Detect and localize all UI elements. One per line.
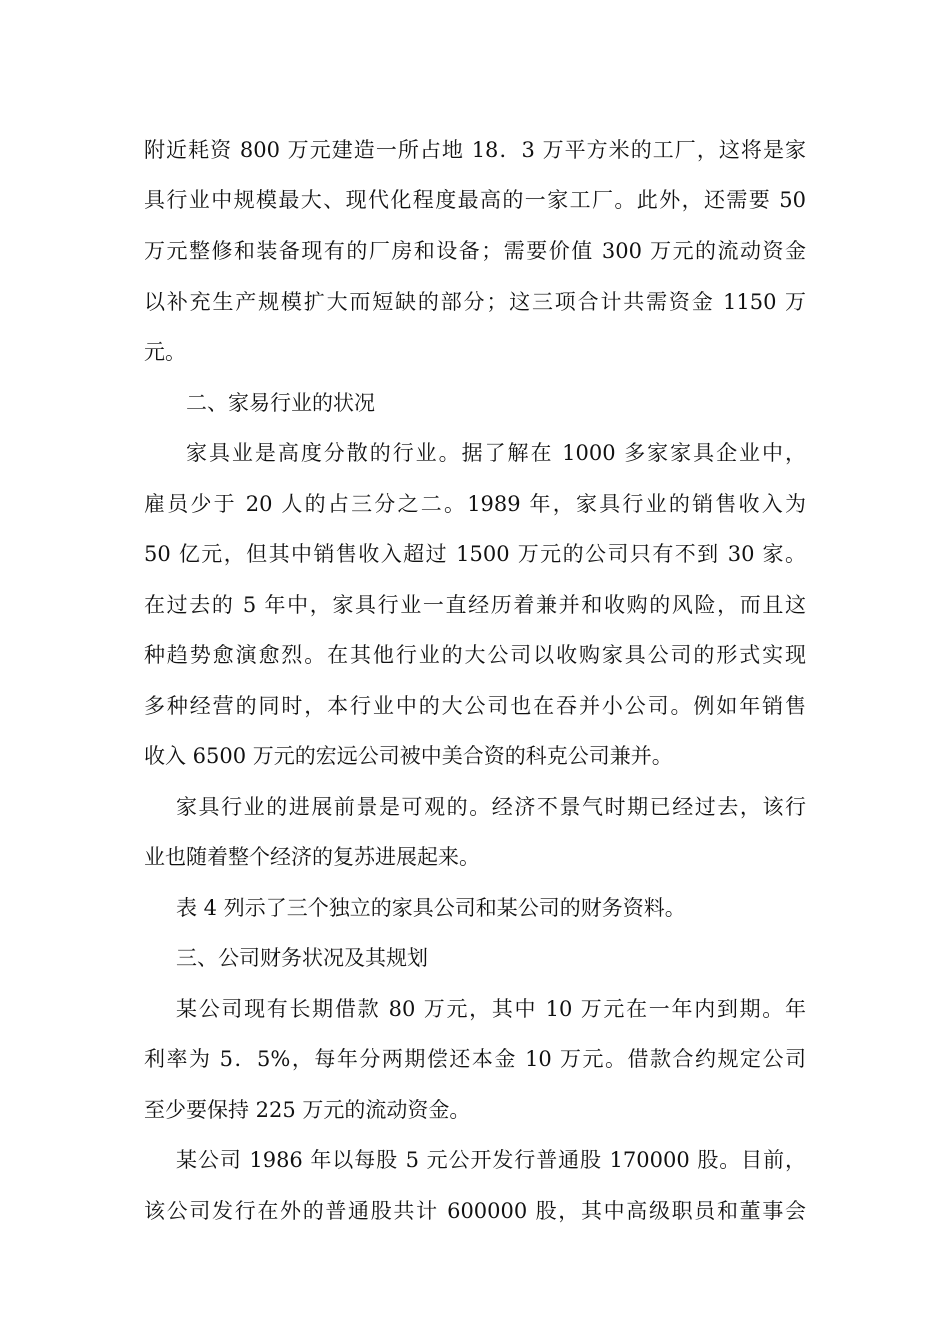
text-line: 某公司 1986 年以每股 5 元公开发行普通股 170000 股。目前， xyxy=(176,1148,806,1172)
text-line: 至少要保持 225 万元的流动资金。 xyxy=(144,1098,471,1122)
text-line: 家具行业的进展前景是可观的。经济不景气时期已经过去，该行 xyxy=(176,795,806,819)
text-line: 以补充生产规模扩大而短缺的部分；这三项合计共需资金 1150 万 xyxy=(144,290,806,314)
text-line: 业也随着整个经济的复苏进展起来。 xyxy=(144,845,480,869)
text-line: 50 亿元，但其中销售收入超过 1500 万元的公司只有不到 30 家。 xyxy=(144,542,806,566)
text-line: 种趋势愈演愈烈。在其他行业的大公司以收购家具公司的形式实现 xyxy=(144,643,806,667)
text-line: 元。 xyxy=(144,340,186,364)
text-line: 雇员少于 20 人的占三分之二。1989 年，家具行业的销售收入为 xyxy=(144,492,806,516)
section-heading: 三、公司财务状况及其规划 xyxy=(176,946,428,970)
text-line: 该公司发行在外的普通股共计 600000 股，其中高级职员和董事会 xyxy=(144,1199,806,1223)
text-line: 具行业中规模最大、现代化程度最高的一家工厂。此外，还需要 50 xyxy=(144,188,806,212)
text-line: 家具业是高度分散的行业。据了解在 1000 多家家具企业中， xyxy=(186,441,806,465)
text-line: 某公司现有长期借款 80 万元，其中 10 万元在一年内到期。年 xyxy=(176,997,806,1021)
text-line: 利率为 5．5%，每年分两期偿还本金 10 万元。借款合约规定公司 xyxy=(144,1047,806,1071)
text-line: 附近耗资 800 万元建造一所占地 18．3 万平方米的工厂，这将是家 xyxy=(144,138,806,162)
text-line: 多种经营的同时，本行业中的大公司也在吞并小公司。例如年销售 xyxy=(144,694,806,718)
text-line: 万元整修和装备现有的厂房和设备；需要价值 300 万元的流动资金 xyxy=(144,239,806,263)
text-line: 表 4 列示了三个独立的家具公司和某公司的财务资料。 xyxy=(176,896,686,920)
section-heading: 二、家易行业的状况 xyxy=(186,391,375,415)
text-line: 收入 6500 万元的宏远公司被中美合资的科克公司兼并。 xyxy=(144,744,673,768)
text-line: 在过去的 5 年中，家具行业一直经历着兼并和收购的风险，而且这 xyxy=(144,593,806,617)
